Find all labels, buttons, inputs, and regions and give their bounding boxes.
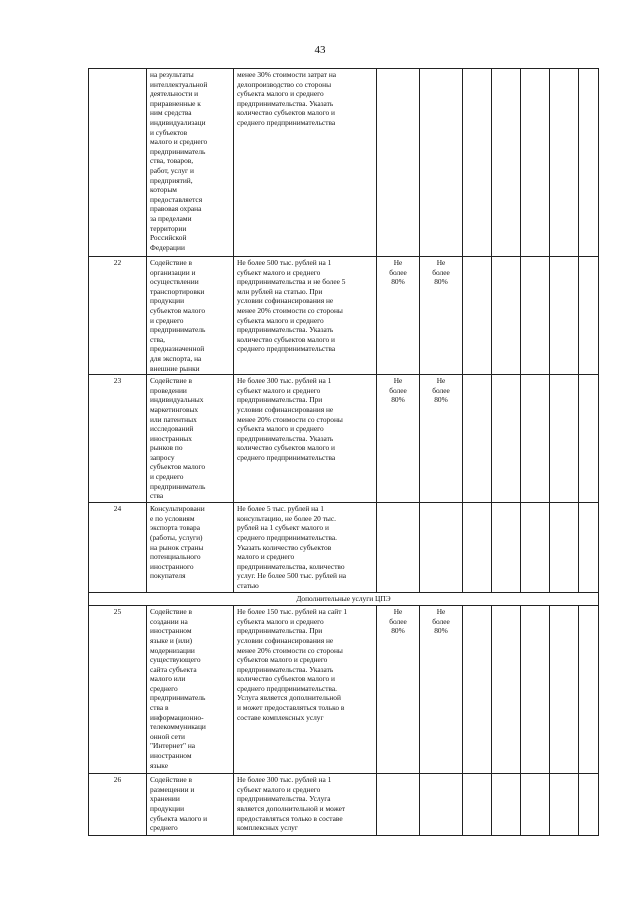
empty-cell (492, 375, 521, 503)
empty-cell (463, 69, 492, 257)
empty-cell (521, 69, 550, 257)
share-cell (420, 774, 463, 836)
share-cell (377, 503, 420, 593)
row-number: 24 (89, 503, 147, 593)
empty-cell (463, 774, 492, 836)
empty-cell (550, 774, 579, 836)
empty-cell (521, 257, 550, 375)
empty-cell (550, 503, 579, 593)
section-header: Дополнительные услуги ЦПЭ (89, 593, 599, 606)
empty-cell (492, 503, 521, 593)
empty-cell (579, 257, 599, 375)
service-name: на результаты интеллектуальной деятельности и приравненные к ним средства индивидуализаци и субъектов малого и среднего предприниматель ства, товаров, работ, услуг и предприятий, которым предоставляется правовая охрана за пределами территории Российской Федерации (147, 69, 234, 257)
share-cell: Не более 80% (420, 257, 463, 375)
service-name: Консультировани е по условиям экспорта товара (работы, услуги) на рынок страны потенциального иностранного покупателя (147, 503, 234, 593)
share-cell: Не более 80% (377, 606, 420, 774)
table-row (89, 606, 599, 774)
row-number: 25 (89, 606, 147, 774)
share-cell: Не более 80% (420, 606, 463, 774)
empty-cell (463, 257, 492, 375)
empty-cell (463, 375, 492, 503)
service-name: Содействие в создании на иностранном языке и (или) модернизации существующего сайта субъекта малого или среднего предприниматель ства в информационно- телекоммуникаци онной сети "Интернет" на иностранном языке (147, 606, 234, 774)
share-cell: Не более 80% (420, 375, 463, 503)
empty-cell (463, 503, 492, 593)
empty-cell (492, 774, 521, 836)
share-cell (420, 69, 463, 257)
services-table (88, 68, 599, 836)
share-cell (377, 774, 420, 836)
service-conditions: Не более 150 тыс. рублей на сайт 1 субъекта малого и среднего предпринимательства. При условии софинансирования не менее 20% стоимости со стороны субъектов малого и среднего предпринимательства. Указать количество субъектов малого и среднего предпринимательства. Услуга является дополнительной и может предоставляться только в составе комплексных услуг (234, 606, 377, 774)
empty-cell (463, 606, 492, 774)
table-row (89, 503, 599, 593)
table-row (89, 774, 599, 836)
row-number: 23 (89, 375, 147, 503)
service-conditions: Не более 5 тыс. рублей на 1 консультацию, не более 20 тыс. рублей на 1 субъект малого и среднего предпринимательства. Указать количество субъектов малого и среднего предпринимательства, количество услуг. Не более 500 тыс. рублей на статью (234, 503, 377, 593)
table-row (89, 257, 599, 375)
empty-cell (579, 503, 599, 593)
page-number: 43 (314, 44, 326, 56)
share-cell (420, 503, 463, 593)
row-number (89, 69, 147, 257)
empty-cell (521, 606, 550, 774)
service-conditions: Не более 300 тыс. рублей на 1 субъект малого и среднего предпринимательства. При условии софинансирования не менее 20% стоимости со стороны субъекта малого и среднего предпринимательства. Указать количество субъектов малого и среднего предпринимательства (234, 375, 377, 503)
table-row (89, 375, 599, 503)
empty-cell (579, 69, 599, 257)
service-conditions: Не более 500 тыс. рублей на 1 субъект малого и среднего предпринимательства и не более 5 млн рублей на статью. При условии софинансирования не менее 20% стоимости со стороны субъекта малого и среднего предпринимательства. Указать количество субъектов малого и среднего предпринимательства (234, 257, 377, 375)
service-conditions: Не более 300 тыс. рублей на 1 субъект малого и среднего предпринимательства. Услуга является дополнительной и может предоставляться только в составе комплексных услуг (234, 774, 377, 836)
empty-cell (550, 606, 579, 774)
empty-cell (492, 257, 521, 375)
row-number: 26 (89, 774, 147, 836)
share-cell: Не более 80% (377, 375, 420, 503)
empty-cell (521, 375, 550, 503)
share-cell: Не более 80% (377, 257, 420, 375)
service-name: Содействие в проведении индивидуальных маркетинговых или патентных исследований иностранных рынков по запросу субъектов малого и среднего предприниматель ства (147, 375, 234, 503)
share-cell (377, 69, 420, 257)
service-name: Содействие в организации и осуществлении транспортировки продукции субъектов малого и среднего предприниматель ства, предназначенной для экспорта, на внешние рынки (147, 257, 234, 375)
empty-cell (579, 774, 599, 836)
empty-cell (579, 606, 599, 774)
empty-cell (521, 774, 550, 836)
table-row (89, 69, 599, 257)
empty-cell (492, 606, 521, 774)
empty-cell (579, 375, 599, 503)
section-header-row (89, 593, 599, 606)
empty-cell (550, 257, 579, 375)
empty-cell (550, 69, 579, 257)
service-conditions: менее 30% стоимости затрат на делопроизводство со стороны субъекта малого и среднего предпринимательства. Указать количество субъектов малого и среднего предпринимательства (234, 69, 377, 257)
empty-cell (550, 375, 579, 503)
empty-cell (492, 69, 521, 257)
empty-cell (521, 503, 550, 593)
row-number: 22 (89, 257, 147, 375)
service-name: Содействие в размещении и хранении продукции субъекта малого и среднего (147, 774, 234, 836)
